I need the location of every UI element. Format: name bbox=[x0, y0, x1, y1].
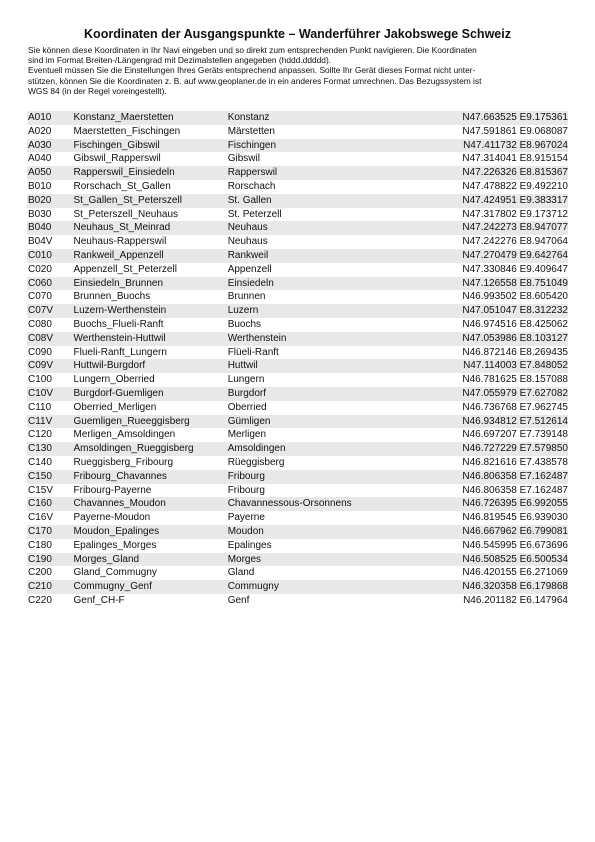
cell-coordinates: N46.872146 E8.269435 bbox=[440, 346, 568, 360]
cell-place: Oberried bbox=[227, 401, 441, 415]
cell-route-name: Epalinges_Morges bbox=[73, 539, 227, 553]
table-row bbox=[27, 373, 568, 387]
cell-coordinates: N46.697207 E7.739148 bbox=[440, 428, 568, 442]
cell-code: C060 bbox=[27, 277, 73, 291]
cell-coordinates: N46.726395 E6.992055 bbox=[440, 497, 568, 511]
table-row bbox=[27, 318, 568, 332]
table-row bbox=[27, 484, 568, 498]
cell-code: C08V bbox=[27, 332, 73, 346]
cell-coordinates: N46.806358 E7.162487 bbox=[440, 470, 568, 484]
cell-coordinates: N47.055979 E7.627082 bbox=[440, 387, 568, 401]
cell-place: Burgdorf bbox=[227, 387, 441, 401]
cell-route-name: Konstanz_Maerstetten bbox=[73, 111, 227, 125]
table-row bbox=[27, 208, 568, 222]
table-row bbox=[27, 290, 568, 304]
cell-coordinates: N46.781625 E8.157088 bbox=[440, 373, 568, 387]
table-row bbox=[27, 249, 568, 263]
page-title: Koordinaten der Ausgangspunkte – Wanderführer Jakobswege Schweiz bbox=[84, 27, 511, 41]
cell-coordinates: N47.242276 E8.947064 bbox=[440, 235, 568, 249]
cell-coordinates: N46.508525 E6.500534 bbox=[440, 553, 568, 567]
table-row bbox=[27, 263, 568, 277]
cell-route-name: Rapperswil_Einsiedeln bbox=[73, 166, 227, 180]
cell-place: Konstanz bbox=[227, 111, 441, 125]
table-row bbox=[27, 580, 568, 594]
table-row bbox=[27, 387, 568, 401]
cell-code: C11V bbox=[27, 415, 73, 429]
cell-coordinates: N46.993502 E8.605420 bbox=[440, 290, 568, 304]
cell-place: Fribourg bbox=[227, 470, 441, 484]
cell-route-name: Rorschach_St_Gallen bbox=[73, 180, 227, 194]
cell-route-name: St_Peterszell_Neuhaus bbox=[73, 208, 227, 222]
table-row bbox=[27, 180, 568, 194]
cell-code: B040 bbox=[27, 221, 73, 235]
table-row bbox=[27, 401, 568, 415]
cell-route-name: Guemligen_Rueeggisberg bbox=[73, 415, 227, 429]
cell-route-name: Merligen_Amsoldingen bbox=[73, 428, 227, 442]
table-row bbox=[27, 511, 568, 525]
cell-place: Märstetten bbox=[227, 125, 441, 139]
table-row bbox=[27, 332, 568, 346]
cell-code: C200 bbox=[27, 566, 73, 580]
cell-place: Genf bbox=[227, 594, 441, 608]
cell-place: Neuhaus bbox=[227, 235, 441, 249]
cell-route-name: Huttwil-Burgdorf bbox=[73, 359, 227, 373]
cell-place: Chavannessous-Orsonnens bbox=[227, 497, 441, 511]
cell-coordinates: N47.226326 E8.815367 bbox=[440, 166, 568, 180]
table-row bbox=[27, 566, 568, 580]
cell-route-name: Maerstetten_Fischingen bbox=[73, 125, 227, 139]
cell-code: A010 bbox=[27, 111, 73, 125]
cell-route-name: Gibswil_Rapperswil bbox=[73, 152, 227, 166]
table-row bbox=[27, 553, 568, 567]
cell-coordinates: N47.317802 E9.173712 bbox=[440, 208, 568, 222]
cell-code: C220 bbox=[27, 594, 73, 608]
cell-place: Moudon bbox=[227, 525, 441, 539]
cell-route-name: Payerne-Moudon bbox=[73, 511, 227, 525]
cell-code: A030 bbox=[27, 139, 73, 153]
cell-place: Huttwil bbox=[227, 359, 441, 373]
cell-route-name: Chavannes_Moudon bbox=[73, 497, 227, 511]
cell-place: Brunnen bbox=[227, 290, 441, 304]
cell-route-name: Werthenstein-Huttwil bbox=[73, 332, 227, 346]
cell-code: B030 bbox=[27, 208, 73, 222]
cell-code: C130 bbox=[27, 442, 73, 456]
cell-route-name: St_Gallen_St_Peterszell bbox=[73, 194, 227, 208]
cell-route-name: Commugny_Genf bbox=[73, 580, 227, 594]
cell-route-name: Moudon_Epalinges bbox=[73, 525, 227, 539]
cell-code: A040 bbox=[27, 152, 73, 166]
cell-coordinates: N47.242273 E8.947077 bbox=[440, 221, 568, 235]
cell-route-name: Lungern_Oberried bbox=[73, 373, 227, 387]
table-row bbox=[27, 111, 568, 125]
table-row bbox=[27, 221, 568, 235]
cell-coordinates: N46.934812 E7.512614 bbox=[440, 415, 568, 429]
cell-place: Gibswil bbox=[227, 152, 441, 166]
table-row bbox=[27, 235, 568, 249]
cell-coordinates: N47.114003 E7.848052 bbox=[440, 359, 568, 373]
cell-route-name: Buochs_Flueli-Ranft bbox=[73, 318, 227, 332]
cell-coordinates: N46.667962 E6.799081 bbox=[440, 525, 568, 539]
cell-code: C010 bbox=[27, 249, 73, 263]
table-row bbox=[27, 428, 568, 442]
cell-code: C020 bbox=[27, 263, 73, 277]
cell-coordinates: N46.545995 E6.673696 bbox=[440, 539, 568, 553]
table-row bbox=[27, 525, 568, 539]
cell-coordinates: N47.591861 E9.068087 bbox=[440, 125, 568, 139]
cell-route-name: Fischingen_Gibswil bbox=[73, 139, 227, 153]
cell-route-name: Fribourg-Payerne bbox=[73, 484, 227, 498]
table-row bbox=[27, 166, 568, 180]
table-row bbox=[27, 139, 568, 153]
cell-code: B020 bbox=[27, 194, 73, 208]
table-row bbox=[27, 497, 568, 511]
cell-place: Flüeli-Ranft bbox=[227, 346, 441, 360]
cell-route-name: Amsoldingen_Rueggisberg bbox=[73, 442, 227, 456]
intro-paragraph-1 bbox=[28, 45, 568, 65]
cell-coordinates: N46.806358 E7.162487 bbox=[440, 484, 568, 498]
cell-route-name: Einsiedeln_Brunnen bbox=[73, 277, 227, 291]
cell-place: Rapperswil bbox=[227, 166, 441, 180]
cell-coordinates: N47.314041 E8.915154 bbox=[440, 152, 568, 166]
cell-code: C16V bbox=[27, 511, 73, 525]
cell-coordinates: N46.819545 E6.939030 bbox=[440, 511, 568, 525]
cell-route-name: Neuhaus-Rapperswil bbox=[73, 235, 227, 249]
cell-place: Neuhaus bbox=[227, 221, 441, 235]
cell-coordinates: N46.320358 E6.179868 bbox=[440, 580, 568, 594]
table-row bbox=[27, 152, 568, 166]
cell-coordinates: N47.330846 E9.409647 bbox=[440, 263, 568, 277]
cell-code: C10V bbox=[27, 387, 73, 401]
intro-line: Sie können diese Koordinaten in Ihr Navi eingeben und so direkt zum entsprechenden Punkt navigieren. Die Koordinaten bbox=[28, 45, 477, 55]
cell-route-name: Rueggisberg_Fribourg bbox=[73, 456, 227, 470]
intro-line: stützen, können Sie die Koordinaten z. B. auf www.geoplaner.de in ein anderes Format umrechnen. Das Bezugssystem ist bbox=[28, 75, 482, 86]
cell-code: B04V bbox=[27, 235, 73, 249]
intro-text bbox=[28, 45, 568, 96]
cell-place: Gland bbox=[227, 566, 441, 580]
table-row bbox=[27, 194, 568, 208]
cell-coordinates: N47.270479 E9.642764 bbox=[440, 249, 568, 263]
cell-code: C110 bbox=[27, 401, 73, 415]
cell-coordinates: N46.420155 E6.271069 bbox=[440, 566, 568, 580]
cell-route-name: Luzern-Werthenstein bbox=[73, 304, 227, 318]
table-row bbox=[27, 456, 568, 470]
cell-place: Luzern bbox=[227, 304, 441, 318]
cell-coordinates: N47.424951 E9.383317 bbox=[440, 194, 568, 208]
cell-code: C09V bbox=[27, 359, 73, 373]
table-row bbox=[27, 470, 568, 484]
table-row bbox=[27, 539, 568, 553]
cell-place: Einsiedeln bbox=[227, 277, 441, 291]
cell-place: Commugny bbox=[227, 580, 441, 594]
table-row bbox=[27, 594, 568, 608]
cell-place: Fribourg bbox=[227, 484, 441, 498]
cell-coordinates: N46.821616 E7.438578 bbox=[440, 456, 568, 470]
cell-coordinates: N47.051047 E8.312232 bbox=[440, 304, 568, 318]
cell-place: Lungern bbox=[227, 373, 441, 387]
intro-line: sind im Format Breiten-/Längengrad mit Dezimalstellen angegeben (hddd.ddddd). bbox=[28, 55, 332, 66]
cell-code: A020 bbox=[27, 125, 73, 139]
cell-code: C150 bbox=[27, 470, 73, 484]
coordinates-table-body bbox=[27, 111, 568, 608]
cell-code: C120 bbox=[27, 428, 73, 442]
intro-line: WGS 84 (in der Regel voreingestellt). bbox=[28, 85, 167, 96]
cell-route-name: Genf_CH-F bbox=[73, 594, 227, 608]
cell-route-name: Brunnen_Buochs bbox=[73, 290, 227, 304]
cell-route-name: Flueli-Ranft_Lungern bbox=[73, 346, 227, 360]
cell-coordinates: N47.126558 E8.751049 bbox=[440, 277, 568, 291]
cell-code: C15V bbox=[27, 484, 73, 498]
cell-code: C180 bbox=[27, 539, 73, 553]
cell-route-name: Appenzell_St_Peterzell bbox=[73, 263, 227, 277]
cell-code: C160 bbox=[27, 497, 73, 511]
cell-place: Gümligen bbox=[227, 415, 441, 429]
cell-place: Rankweil bbox=[227, 249, 441, 263]
table-row bbox=[27, 125, 568, 139]
cell-code: C190 bbox=[27, 553, 73, 567]
cell-coordinates: N47.478822 E9.492210 bbox=[440, 180, 568, 194]
cell-place: Werthenstein bbox=[227, 332, 441, 346]
cell-coordinates: N46.727229 E7.579850 bbox=[440, 442, 568, 456]
cell-route-name: Fribourg_Chavannes bbox=[73, 470, 227, 484]
cell-coordinates: N47.663525 E9.175361 bbox=[440, 111, 568, 125]
cell-place: St. Gallen bbox=[227, 194, 441, 208]
cell-route-name: Burgdorf-Guemligen bbox=[73, 387, 227, 401]
cell-place: Appenzell bbox=[227, 263, 441, 277]
cell-code: C210 bbox=[27, 580, 73, 594]
cell-coordinates: N47.053986 E8.103127 bbox=[440, 332, 568, 346]
cell-code: C100 bbox=[27, 373, 73, 387]
cell-route-name: Morges_Gland bbox=[73, 553, 227, 567]
cell-place: Rorschach bbox=[227, 180, 441, 194]
table-row bbox=[27, 346, 568, 360]
table-row bbox=[27, 304, 568, 318]
cell-place: Buochs bbox=[227, 318, 441, 332]
cell-code: C080 bbox=[27, 318, 73, 332]
cell-place: Epalinges bbox=[227, 539, 441, 553]
cell-code: A050 bbox=[27, 166, 73, 180]
cell-code: C090 bbox=[27, 346, 73, 360]
cell-code: C170 bbox=[27, 525, 73, 539]
cell-place: Fischingen bbox=[227, 139, 441, 153]
cell-place: Rüeggisberg bbox=[227, 456, 441, 470]
cell-code: C07V bbox=[27, 304, 73, 318]
cell-coordinates: N46.736768 E7.962745 bbox=[440, 401, 568, 415]
cell-coordinates: N46.201182 E6.147964 bbox=[440, 594, 568, 608]
cell-place: Merligen bbox=[227, 428, 441, 442]
intro-paragraph-2 bbox=[28, 65, 568, 96]
cell-route-name: Neuhaus_St_Meinrad bbox=[73, 221, 227, 235]
table-row bbox=[27, 277, 568, 291]
cell-place: Amsoldingen bbox=[227, 442, 441, 456]
cell-place: St. Peterzell bbox=[227, 208, 441, 222]
cell-route-name: Rankweil_Appenzell bbox=[73, 249, 227, 263]
cell-route-name: Gland_Commugny bbox=[73, 566, 227, 580]
cell-code: B010 bbox=[27, 180, 73, 194]
cell-coordinates: N46.974516 E8.425062 bbox=[440, 318, 568, 332]
cell-route-name: Oberried_Merligen bbox=[73, 401, 227, 415]
table-row bbox=[27, 442, 568, 456]
cell-code: C070 bbox=[27, 290, 73, 304]
coordinates-table bbox=[27, 111, 568, 608]
cell-place: Payerne bbox=[227, 511, 441, 525]
intro-line: Eventuell müssen Sie die Einstellungen Ihres Geräts entsprechend anpassen. Sollte Ihr Gerät dieses Format nicht unter- bbox=[28, 65, 476, 76]
cell-place: Morges bbox=[227, 553, 441, 567]
cell-code: C140 bbox=[27, 456, 73, 470]
table-row bbox=[27, 415, 568, 429]
cell-coordinates: N47.411732 E8.967024 bbox=[440, 139, 568, 153]
table-row bbox=[27, 359, 568, 373]
